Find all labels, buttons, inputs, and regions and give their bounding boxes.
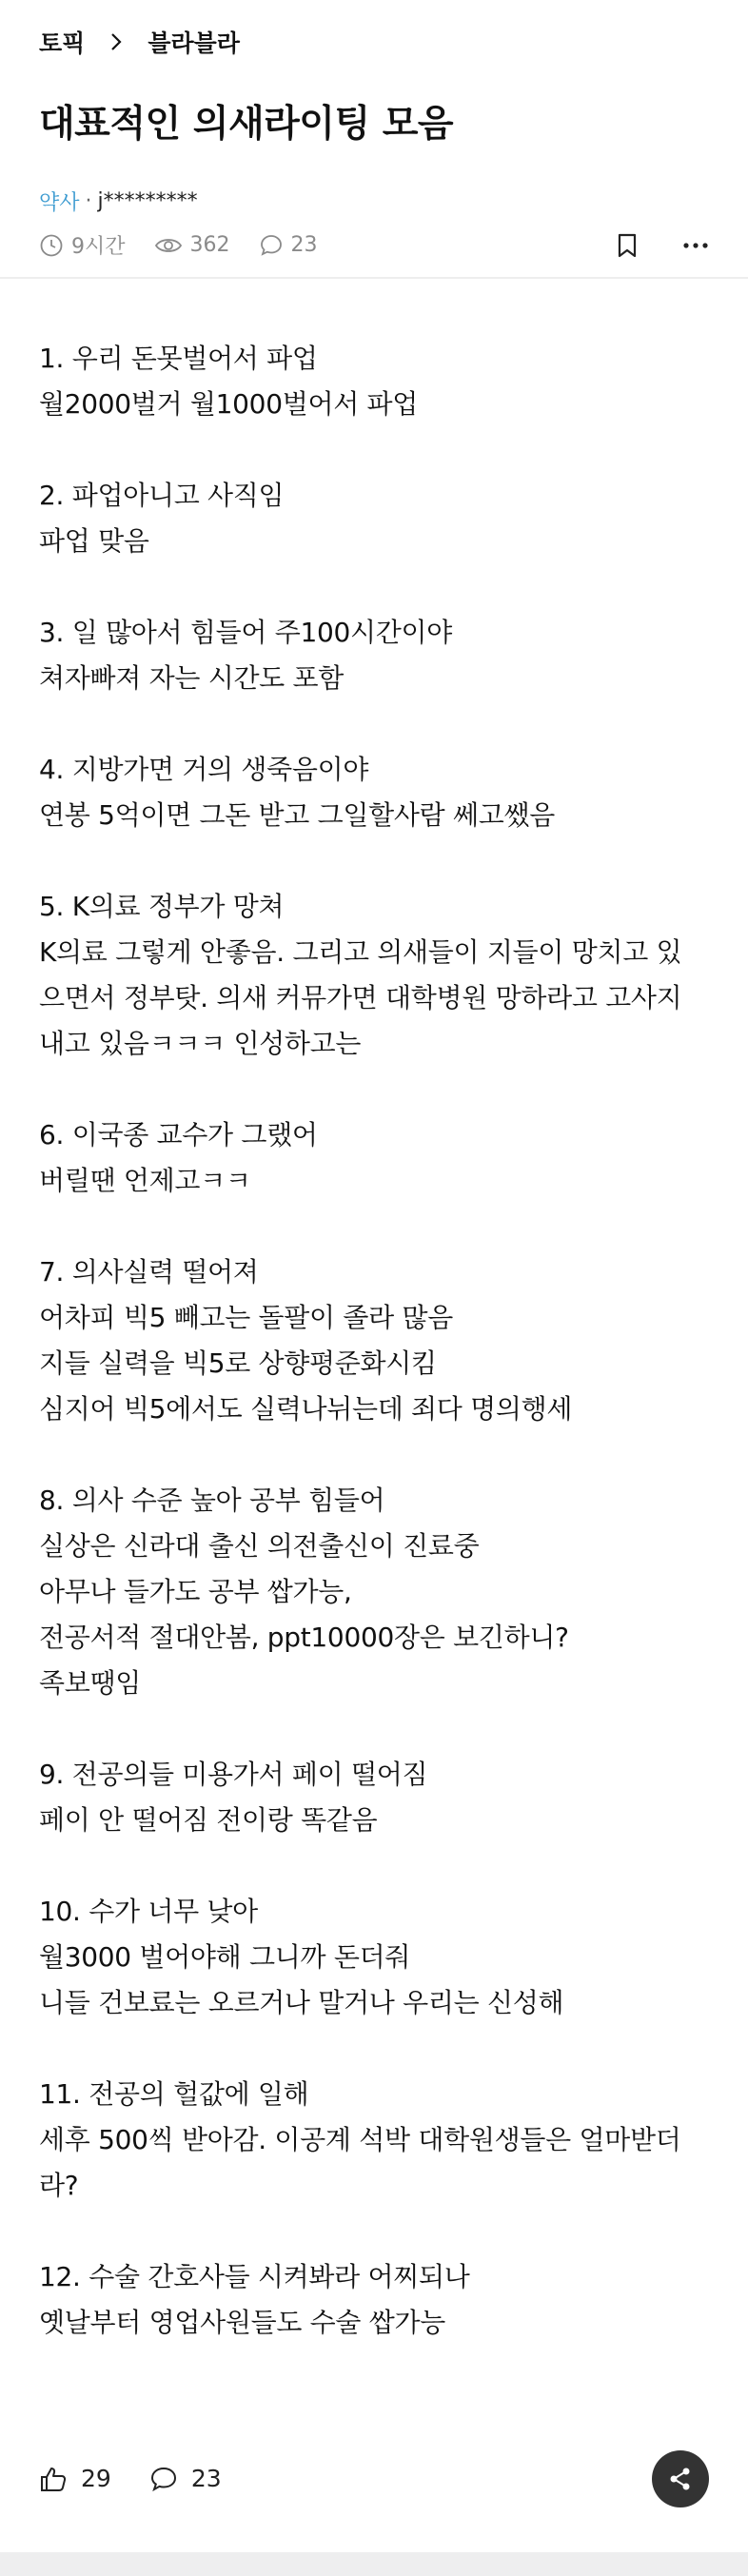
content-line: 실상은 신라대 출신 의전출신이 진료중: [39, 1530, 480, 1562]
content-line: 연봉 5억이면 그돈 받고 그일할사람 쎄고쌨음: [39, 799, 555, 831]
comment-icon: [149, 2465, 178, 2493]
like-button[interactable]: [39, 2465, 111, 2493]
content-line: 7. 의사실력 떨어져: [39, 1256, 259, 1288]
content-line: 파업 맞음: [39, 525, 149, 557]
content-paragraph: [39, 2072, 709, 2209]
content-paragraph: [39, 1112, 709, 1204]
page-title: 대표적인 의새라이팅 모음: [39, 103, 454, 146]
content-paragraph: [39, 473, 709, 564]
post-actions: [616, 232, 709, 259]
content-line: 족보땡임: [39, 1667, 141, 1699]
content-line: 전공서적 절대안봄, ppt10000장은 보긴하니?: [39, 1622, 569, 1653]
content-line: 내고 있음ㅋㅋㅋ 인성하고는: [39, 1028, 362, 1059]
comment-count: 23: [190, 2465, 222, 2492]
content-line: 라?: [39, 2170, 79, 2201]
content-line: 지들 실력을 빅5로 상향평준화시킴: [39, 1347, 437, 1379]
content-line: 니들 건보료는 오르거나 말거나 우리는 신성해: [39, 1987, 564, 2018]
content-line: K의료 그렇게 안좋음. 그리고 의새들이 지들이 망치고 있: [39, 936, 682, 968]
content-line: 5. K의료 정부가 망쳐: [39, 891, 285, 922]
content-paragraph: [39, 884, 709, 1067]
meta-views-value: 362: [189, 233, 230, 257]
content-paragraph: [39, 1889, 709, 2026]
content-line: 버릴땐 언제고ㅋㅋ: [39, 1165, 251, 1196]
share-button[interactable]: [652, 2450, 709, 2507]
more-icon[interactable]: [682, 241, 709, 250]
content-paragraph: [39, 1752, 709, 1843]
breadcrumb: [39, 23, 709, 61]
content-paragraph: [39, 2254, 709, 2346]
content-line: 아무나 들가도 공부 쌉가능,: [39, 1576, 352, 1607]
like-count: 29: [81, 2465, 111, 2492]
author-name: j*********: [97, 189, 198, 213]
content-line: 4. 지방가면 거의 생죽음이야: [39, 754, 369, 785]
content-line: 심지어 빅5에서도 실력나뉘는데 죄다 명의행세: [39, 1393, 573, 1425]
separator-dot: ·: [85, 189, 92, 213]
content-paragraph: [39, 336, 709, 427]
content-line: 세후 500씩 받아감. 이공계 석박 대학원생들은 얼마받더: [39, 2124, 681, 2155]
thumbs-up-icon: [39, 2465, 68, 2493]
chevron-right-icon: [109, 31, 123, 52]
content-line: 11. 전공의 헐값에 일해: [39, 2078, 309, 2110]
post-meta: [39, 230, 709, 260]
content-line: 쳐자빠져 자는 시간도 포함: [39, 662, 344, 694]
author-line: [39, 187, 709, 216]
content-line: 12. 수술 간호사들 시켜봐라 어찌되나: [39, 2261, 470, 2292]
content-line: 6. 이국종 교수가 그랬어: [39, 1119, 318, 1150]
share-icon: [666, 2465, 695, 2493]
post-footer: [0, 2439, 748, 2518]
content-line: 1. 우리 돈못벌어서 파업: [39, 343, 318, 374]
content-line: 월2000벌거 월1000벌어서 파업: [39, 388, 419, 420]
meta-comments-value: 23: [290, 233, 318, 257]
post-header: [0, 0, 748, 277]
content-line: 10. 수가 너무 낮아: [39, 1896, 258, 1927]
bookmark-icon[interactable]: [616, 232, 639, 259]
content-line: 으면서 정부탓. 의새 커뮤가면 대학병원 망하라고 고사지: [39, 982, 682, 1013]
bottom-separator: [0, 2552, 748, 2576]
content-line: 9. 전공의들 미용가서 페이 떨어짐: [39, 1759, 428, 1790]
author-role[interactable]: 약사: [39, 191, 80, 215]
meta-comments: [259, 233, 318, 258]
content-paragraph: [39, 1249, 709, 1432]
clock-icon: [39, 233, 64, 258]
content-line: 옛날부터 영업사원들도 수술 쌉가능: [39, 2307, 446, 2338]
meta-time: [39, 230, 126, 260]
content-paragraph: [39, 747, 709, 838]
content-line: 8. 의사 수준 높아 공부 힘들어: [39, 1485, 385, 1516]
comment-icon: [259, 233, 284, 258]
comment-button[interactable]: [149, 2465, 222, 2493]
post-body: [0, 279, 748, 2478]
content-paragraph: [39, 1478, 709, 1706]
breadcrumb-channel[interactable]: 블라블라: [148, 29, 240, 57]
content-line: 2. 파업아니고 사직임: [39, 480, 285, 511]
meta-views: [154, 233, 230, 257]
content-line: 월3000 벌어야해 그니까 돈더줘: [39, 1941, 411, 1973]
eye-icon: [154, 235, 183, 256]
breadcrumb-topic[interactable]: 토픽: [39, 29, 86, 57]
content-paragraph: [39, 610, 709, 701]
content-line: 어차피 빅5 빼고는 돌팔이 졸라 많음: [39, 1302, 453, 1333]
content-line: 페이 안 떨어짐 전이랑 똑같음: [39, 1804, 378, 1836]
meta-time-value: 9시간: [71, 235, 126, 259]
content-line: 3. 일 많아서 힘들어 주100시간이야: [39, 617, 453, 648]
